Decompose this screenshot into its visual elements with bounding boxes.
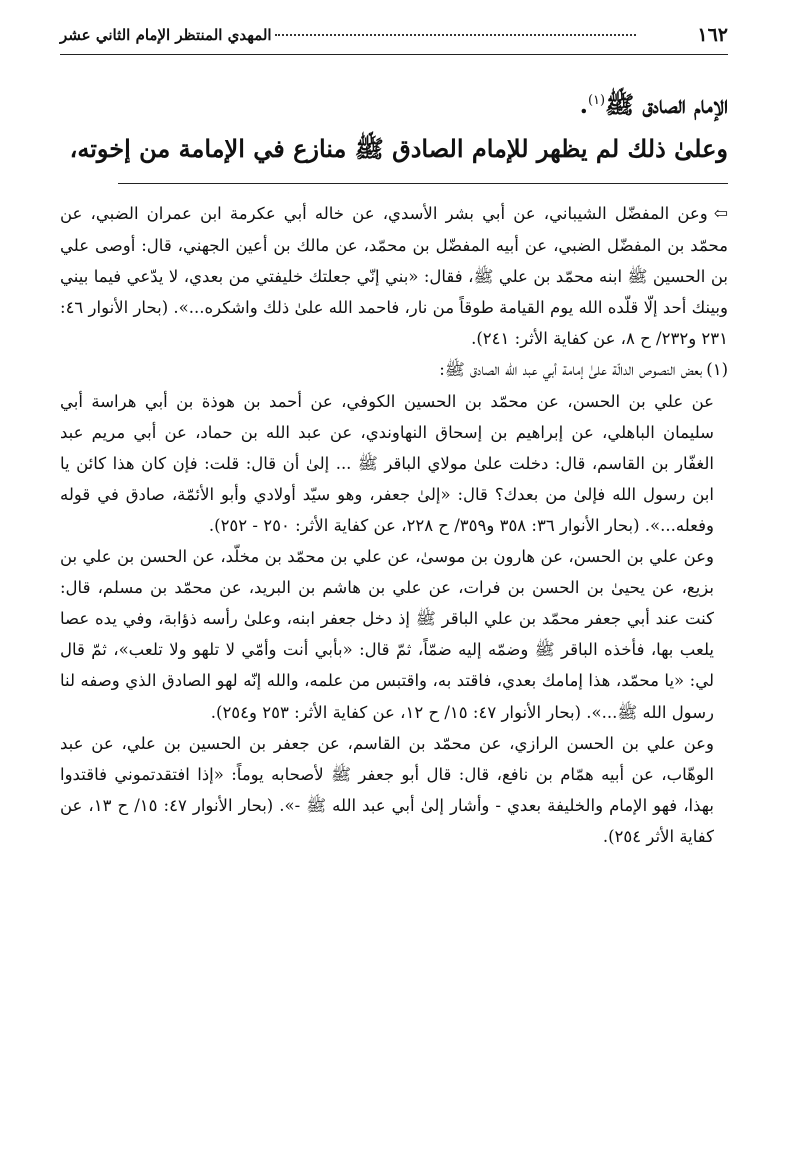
continuation-arrow-icon: ⇦ [713, 204, 728, 224]
footnote-1-heading [60, 354, 728, 385]
main-text-line-2: وعلىٰ ذلك لم يظهر للإمام الصادق ﷺ منازع في الإمامة من إخوته، [69, 134, 728, 163]
book-page [60, 22, 728, 1142]
header-leader-dots [275, 34, 636, 36]
footnotes-section [60, 198, 728, 852]
footnote-1-paragraph-1: عن علي بن الحسن، عن محمّد بن الحسين الكوفي، عن أحمد بن هوذة بن أبي هراسة أبي سليمان الباهلي، عن إبراهيم بن إسحاق النهاوندي، عن عبد الله بن حماد، عن أبي مريم عبد الغفّار بن القاسم، قال: دخلت علىٰ مولاي الباقر ﷺ ... إلىٰ أن قال: قلت: فإن كان هذا كائن يا ابن رسول الله فإلىٰ من بعدك؟ قال: «إلىٰ جعفر، وهو سيّد أولادي وأبو الأئمّة، صادق في قوله وفعله...». (بحار الأنوار ٣٦: ٣٥٨ و٣٥٩/ ح ٢٢٨، عن كفاية الأثر: ٢٥٠ - ٢٥٢). [60, 391, 714, 535]
page-header [60, 22, 728, 55]
footnote-1-number: (١) [706, 360, 728, 380]
footnote-continuation [60, 198, 728, 354]
main-text-line-1-end: . [579, 90, 588, 119]
footnote-1-intro: بعض النصوص الدالّة علىٰ إمامة أبي عبد الله الصادق ﷺ: [439, 360, 703, 380]
footnote-continuation-text: وعن المفضّل الشيباني، عن أبي بشر الأسدي، عن خاله أبي عكرمة ابن عمران الضبي، عن محمّد بن المفضّل الضبي، عن أبيه المفضّل بن محمّد، عن مالك بن أعين الجهني، قال: أوصى علي بن الحسين ﷺ ابنه محمّد بن علي ﷺ، فقال: «بني إنّي جعلتك خليفتي من بعدي، لا يدّعي فيما بيني وبينك أحد إلّا قلّده الله يوم القيامة طوقاً من نار، فاحمد الله علىٰ ذلك واشكره...». (بحار الأنوار ٤٦: ٢٣١ و٢٣٢/ ح ٨، عن كفاية الأثر: ٢٤١). [60, 204, 728, 349]
footnote-1-paragraph-2: وعن علي بن الحسن، عن هارون بن موسىٰ، عن علي بن محمّد بن مخلّد، عن الحسن بن علي بن بزيع، عن يحيىٰ بن الحسن بن فرات، عن علي بن هاشم بن البريد، عن محمّد بن مسلم، قال: كنت عند أبي جعفر محمّد بن علي الباقر ﷺ إذ دخل جعفر ابنه، وعلىٰ رأسه ذؤابة، وفي يده عصا يلعب بها، فأخذه الباقر ﷺ وضمّه إليه ضمّاً، ثمّ قال: «بأبي أنت وأمّي لا تلهو ولا تلعب»، ثمّ قال لي: «يا محمّد، هذا إمامك بعدي، فاقتد به، واقتبس من علمه، والله إنّه لهو الصادق الذي وصفه لنا رسول الله ﷺ...». (بحار الأنوار ٤٧: ١٥/ ح ١٢، عن كفاية الأثر: ٢٥٣ و٢٥٤). [60, 547, 714, 722]
main-text-line-1 [60, 79, 728, 127]
main-text-line-1-content: الإمام الصادق ﷺ [605, 90, 728, 119]
footnote-1-paragraph-3: وعن علي بن الحسن الرازي، عن محمّد بن القاسم، عن جعفر بن الحسين بن علي، عن عبد الوهّاب، عن أبيه همّام بن نافع، قال: قال أبو جعفر ﷺ لأصحابه يوماً: «إذا افتقدتموني فاقتدوا بهذا، فهو الإمام والخليفة بعدي - وأشار إلىٰ أبي عبد الله ﷺ -». (بحار الأنوار ٤٧: ١٥/ ح ١٣، عن كفاية الأثر ٢٥٤). [60, 733, 714, 846]
running-title: المهدي المنتظر الإمام الثاني عشر [60, 26, 272, 44]
main-text [60, 79, 728, 171]
footnote-marker: (١) [587, 93, 606, 108]
page-number: ١٦٢ [697, 24, 728, 46]
footnote-separator [118, 183, 728, 184]
